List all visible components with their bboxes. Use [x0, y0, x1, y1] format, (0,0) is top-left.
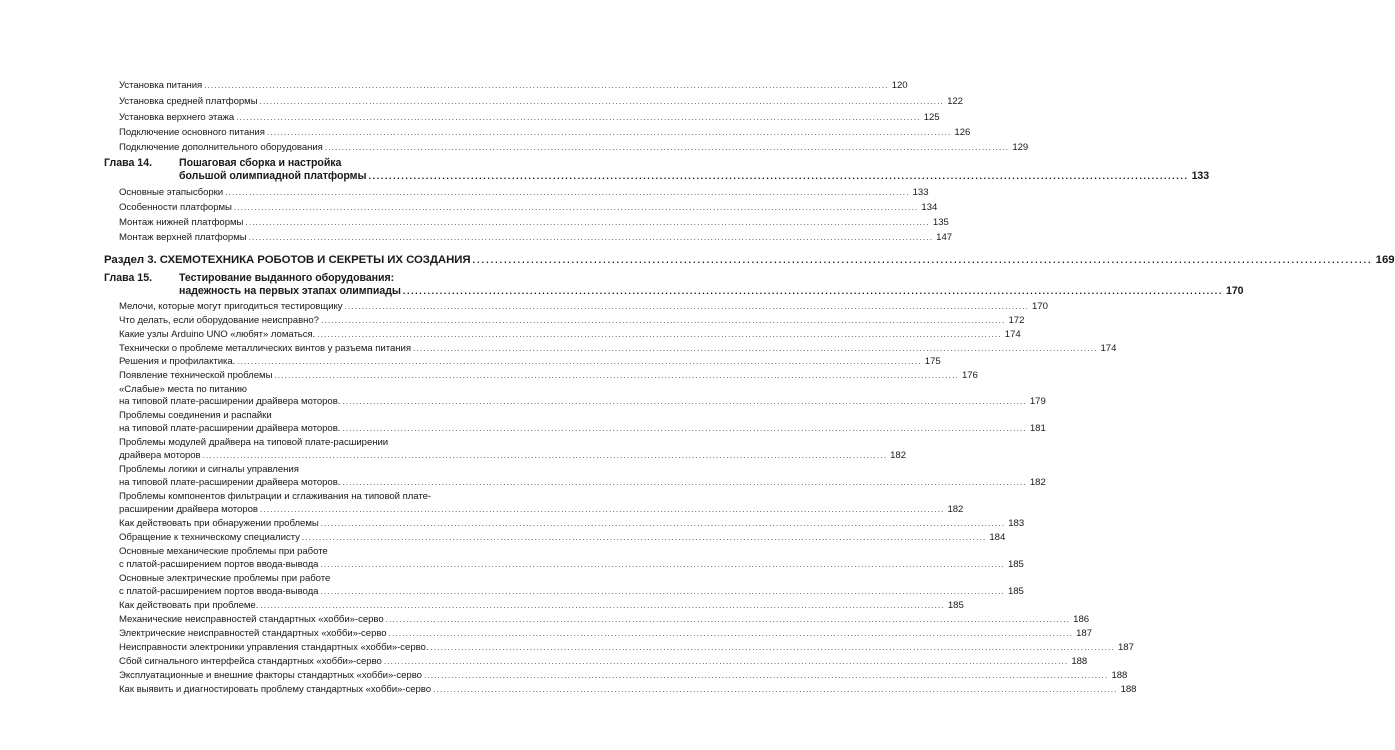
toc-entry-page: 172	[1008, 315, 1025, 326]
toc-entry-title: Подключение дополнительного оборудования	[119, 142, 323, 153]
part-heading	[104, 254, 1395, 267]
toc-leader: ........................................................................................................................................................................................................	[202, 451, 888, 460]
toc-leader: ........................................................................................................................................................................................................	[320, 316, 1006, 325]
toc-leader: ........................................................................................................................................................................................................	[248, 233, 934, 242]
toc-leader: ........................................................................................................................................................................................................	[368, 171, 1189, 181]
toc-entry-page: 170	[1032, 301, 1048, 312]
toc-entry-title: Появление технической проблемы	[119, 370, 273, 381]
toc-entry-page: 126	[954, 127, 971, 138]
toc-entry-page: 188	[1120, 684, 1137, 695]
toc-entry-page: 175	[924, 356, 941, 367]
toc-entry-title: Монтаж верхней платформы	[119, 232, 247, 243]
toc-entry-page: 187	[1076, 628, 1092, 639]
toc-entry	[119, 503, 964, 516]
toc-leader: ........................................................................................................................................................................................................	[383, 657, 1069, 666]
toc-entry-page: 174	[1100, 343, 1117, 354]
toc-leader: ........................................................................................................................................................................................................	[344, 302, 1030, 311]
toc-entry-page: 186	[1073, 614, 1090, 625]
toc-entry	[119, 545, 499, 558]
toc-leader: ........................................................................................................................................................................................................	[423, 671, 1109, 680]
toc-entry-page: 122	[947, 96, 963, 107]
toc-leader: ........................................................................................................................................................................................................	[388, 629, 1074, 638]
toc-entry-title: Подключение основного питания	[119, 127, 265, 138]
toc-entry-title: Установка средней платформы	[119, 96, 258, 107]
toc-entry-title: Что делать, если оборудование неисправно?	[119, 315, 319, 326]
toc-entry	[119, 517, 1025, 530]
toc-entry	[119, 476, 1046, 489]
toc-entry-title: Эксплуатационные и внешние факторы стандартных «хобби»-серво	[119, 670, 422, 681]
chapter-label: Глава 15.	[104, 272, 153, 284]
toc-entry	[119, 314, 1025, 327]
toc-entry-page: 185	[947, 600, 964, 611]
toc-entry-title: «Слабые» места по питанию	[119, 384, 247, 395]
toc-entry-title: Монтаж нижней платформы	[119, 217, 244, 228]
toc-entry-page: 185	[1007, 559, 1024, 570]
toc-leader: ........................................................................................................................................................................................................	[233, 203, 919, 212]
toc-entry-title: Технически о проблеме металлических винтов у разъема питания	[119, 343, 411, 354]
toc-entry-title: Проблемы логики и сигналы управления	[119, 464, 299, 475]
toc-entry-page: 182	[890, 450, 906, 461]
toc-entry	[119, 201, 938, 214]
toc-leader: ........................................................................................................................................................................................................	[324, 143, 1010, 152]
toc-entry	[119, 572, 499, 585]
toc-entry-title: Раздел 3. СХЕМОТЕХНИКА РОБОТОВ И СЕКРЕТЫ ИХ СОЗДАНИЯ	[104, 254, 471, 266]
toc-leader: ........................................................................................................................................................................................................	[225, 188, 910, 197]
toc-leader: ........................................................................................................................................................................................................	[433, 685, 1118, 694]
toc-entry-page: 174	[1004, 329, 1021, 340]
toc-entry-title: Основные механические проблемы при работе	[119, 546, 328, 557]
toc-leader: ........................................................................................................................................................................................................	[266, 128, 952, 137]
toc-entry-title: Неисправности электроники управления стандартных «хобби»-серво.	[119, 642, 429, 653]
toc-entry	[119, 216, 949, 229]
toc-entry	[119, 683, 1137, 696]
toc-leader: ........................................................................................................................................................................................................	[472, 255, 1373, 265]
toc-entry-title: Проблемы модулей драйвера на типовой плате-расширении	[119, 437, 389, 448]
toc-entry-title: Установка питания	[119, 80, 203, 91]
toc-leader: ........................................................................................................................................................................................................	[236, 113, 921, 122]
toc-entry-title: Как действовать при проблеме.	[119, 600, 259, 611]
toc-leader: ........................................................................................................................................................................................................	[402, 286, 1223, 296]
chapter-title	[179, 272, 499, 285]
toc-leader: ........................................................................................................................................................................................................	[385, 615, 1071, 624]
chapter-title	[179, 170, 1210, 183]
toc-entry-page: 125	[923, 112, 940, 123]
toc-entry	[119, 95, 963, 108]
toc-entry-page: 169	[1375, 254, 1395, 266]
toc-leader: ........................................................................................................................................................................................................	[320, 560, 1005, 569]
toc-leader: ........................................................................................................................................................................................................	[260, 601, 945, 610]
toc-leader: ........................................................................................................................................................................................................	[259, 505, 945, 514]
toc-entry	[119, 627, 1092, 640]
toc-entry-page: 120	[891, 80, 908, 91]
toc-entry-title: Особенности платформы	[119, 202, 232, 213]
toc-entry-title: Сбой сигнального интерфейса стандартных «хобби»-серво	[119, 656, 382, 667]
toc-entry-title: Установка верхнего этажа	[119, 112, 235, 123]
toc-leader: ........................................................................................................................................................................................................	[320, 519, 1006, 528]
toc-entry-title: с платой-расширением портов ввода-вывода	[119, 559, 319, 570]
toc-entry-page: 187	[1118, 642, 1134, 653]
toc-entry-page: 129	[1012, 142, 1029, 153]
toc-entry	[119, 342, 1117, 355]
toc-leader: ........................................................................................................................................................................................................	[259, 97, 945, 106]
toc-entry-title: Какие узлы Arduino UNO «любят» ломаться.	[119, 329, 316, 340]
toc-entry-page: 134	[921, 202, 938, 213]
toc-entry-page: 133	[1191, 170, 1210, 182]
toc-leader: ........................................................................................................................................................................................................	[342, 397, 1027, 406]
toc-entry-page: 147	[936, 232, 953, 243]
toc-entry-title: большой олимпиадной платформы	[179, 170, 367, 182]
toc-entry	[119, 111, 940, 124]
toc-entry-title: на типовой плате-расширении драйвера моторов.	[119, 477, 341, 488]
toc-entry	[119, 369, 978, 382]
toc-entry-title: Решения и профилактика.	[119, 356, 236, 367]
toc-entry-page: 182	[1029, 477, 1046, 488]
toc-entry	[119, 655, 1088, 668]
toc-entry	[119, 79, 908, 92]
toc-leader: ........................................................................................................................................................................................................	[430, 643, 1115, 652]
toc-entry-title: Механические неисправностей стандартных «хобби»-серво	[119, 614, 384, 625]
toc-entry-title: Электрические неисправностей стандартных «хобби»-серво	[119, 628, 387, 639]
toc-entry-title: Мелочи, которые могут пригодиться тестировщику	[119, 301, 343, 312]
chapter-title	[179, 285, 1244, 298]
toc-entry	[119, 599, 964, 612]
toc-leader: ........................................................................................................................................................................................................	[342, 424, 1027, 433]
toc-entry-page: 179	[1029, 396, 1046, 407]
toc-entry-title: драйвера моторов	[119, 450, 201, 461]
toc-entry	[119, 449, 906, 462]
toc-entry-title: Основные этапысборки	[119, 187, 224, 198]
toc-entry	[119, 490, 499, 503]
toc-leader: ........................................................................................................................................................................................................	[412, 344, 1098, 353]
toc-entry-page: 133	[912, 187, 929, 198]
toc-entry	[119, 463, 499, 476]
toc-leader: ........................................................................................................................................................................................................	[317, 330, 1002, 339]
toc-entry-title: Как выявить и диагностировать проблему стандартных «хобби»-серво	[119, 684, 432, 695]
toc-entry	[119, 409, 499, 422]
chapter-label: Глава 14.	[104, 157, 153, 169]
toc-entry	[119, 436, 499, 449]
toc-entry-title: Как действовать при обнаружении проблемы	[119, 518, 319, 529]
toc-entry-title: надежность на первых этапах олимпиады	[179, 285, 401, 297]
toc-entry-page: 182	[947, 504, 964, 515]
toc-entry-page: 181	[1029, 423, 1046, 434]
toc-entry	[119, 422, 1046, 435]
toc-entry	[119, 300, 1048, 313]
chapter-title	[179, 157, 499, 170]
toc-entry	[119, 328, 1021, 341]
toc-entry	[119, 126, 971, 139]
toc-leader: ........................................................................................................................................................................................................	[274, 371, 959, 380]
toc-leader: ........................................................................................................................................................................................................	[301, 533, 987, 542]
toc-entry-page: 176	[961, 370, 978, 381]
toc-entry-title: Пошаговая сборка и настройка	[179, 157, 342, 169]
toc-entry-title: на типовой плате-расширении драйвера моторов.	[119, 423, 341, 434]
toc-entry-title: Проблемы компонентов фильтрации и сглаживания на типовой плате-	[119, 491, 432, 502]
toc-entry	[119, 641, 1134, 654]
toc-entry	[119, 669, 1128, 682]
toc-entry-title: Обращение к техническому специалисту	[119, 532, 300, 543]
toc-entry	[119, 186, 929, 199]
toc-entry-page: 135	[932, 217, 949, 228]
toc-entry-page: 183	[1008, 518, 1025, 529]
toc-entry-title: с платой-расширением портов ввода-вывода	[119, 586, 319, 597]
toc-entry-title: Основные электрические проблемы при работе	[119, 573, 331, 584]
toc-entry	[119, 531, 1006, 544]
toc-entry-page: 185	[1007, 586, 1024, 597]
toc-leader: ........................................................................................................................................................................................................	[342, 478, 1027, 487]
toc-entry	[119, 585, 1024, 598]
toc-entry-page: 184	[989, 532, 1006, 543]
toc-entry	[119, 141, 1029, 154]
toc-entry	[119, 355, 941, 368]
toc-leader: ........................................................................................................................................................................................................	[245, 218, 930, 227]
toc-entry-page: 170	[1225, 285, 1244, 297]
toc-leader: ........................................................................................................................................................................................................	[320, 587, 1005, 596]
toc-leader: ........................................................................................................................................................................................................	[204, 81, 889, 90]
toc-entry-title: расширении драйвера моторов	[119, 504, 258, 515]
toc-entry-title: Проблемы соединения и распайки	[119, 410, 272, 421]
toc-entry-page: 188	[1071, 656, 1088, 667]
toc-leader: ........................................................................................................................................................................................................	[237, 357, 922, 366]
toc-entry-page: 188	[1111, 670, 1128, 681]
toc-entry-title: на типовой плате-расширении драйвера моторов.	[119, 396, 341, 407]
toc-entry	[119, 613, 1090, 626]
toc-entry	[119, 231, 953, 244]
toc-entry	[119, 558, 1024, 571]
toc-entry-title: Тестирование выданного оборудования:	[179, 272, 395, 284]
toc-entry	[119, 395, 1046, 408]
